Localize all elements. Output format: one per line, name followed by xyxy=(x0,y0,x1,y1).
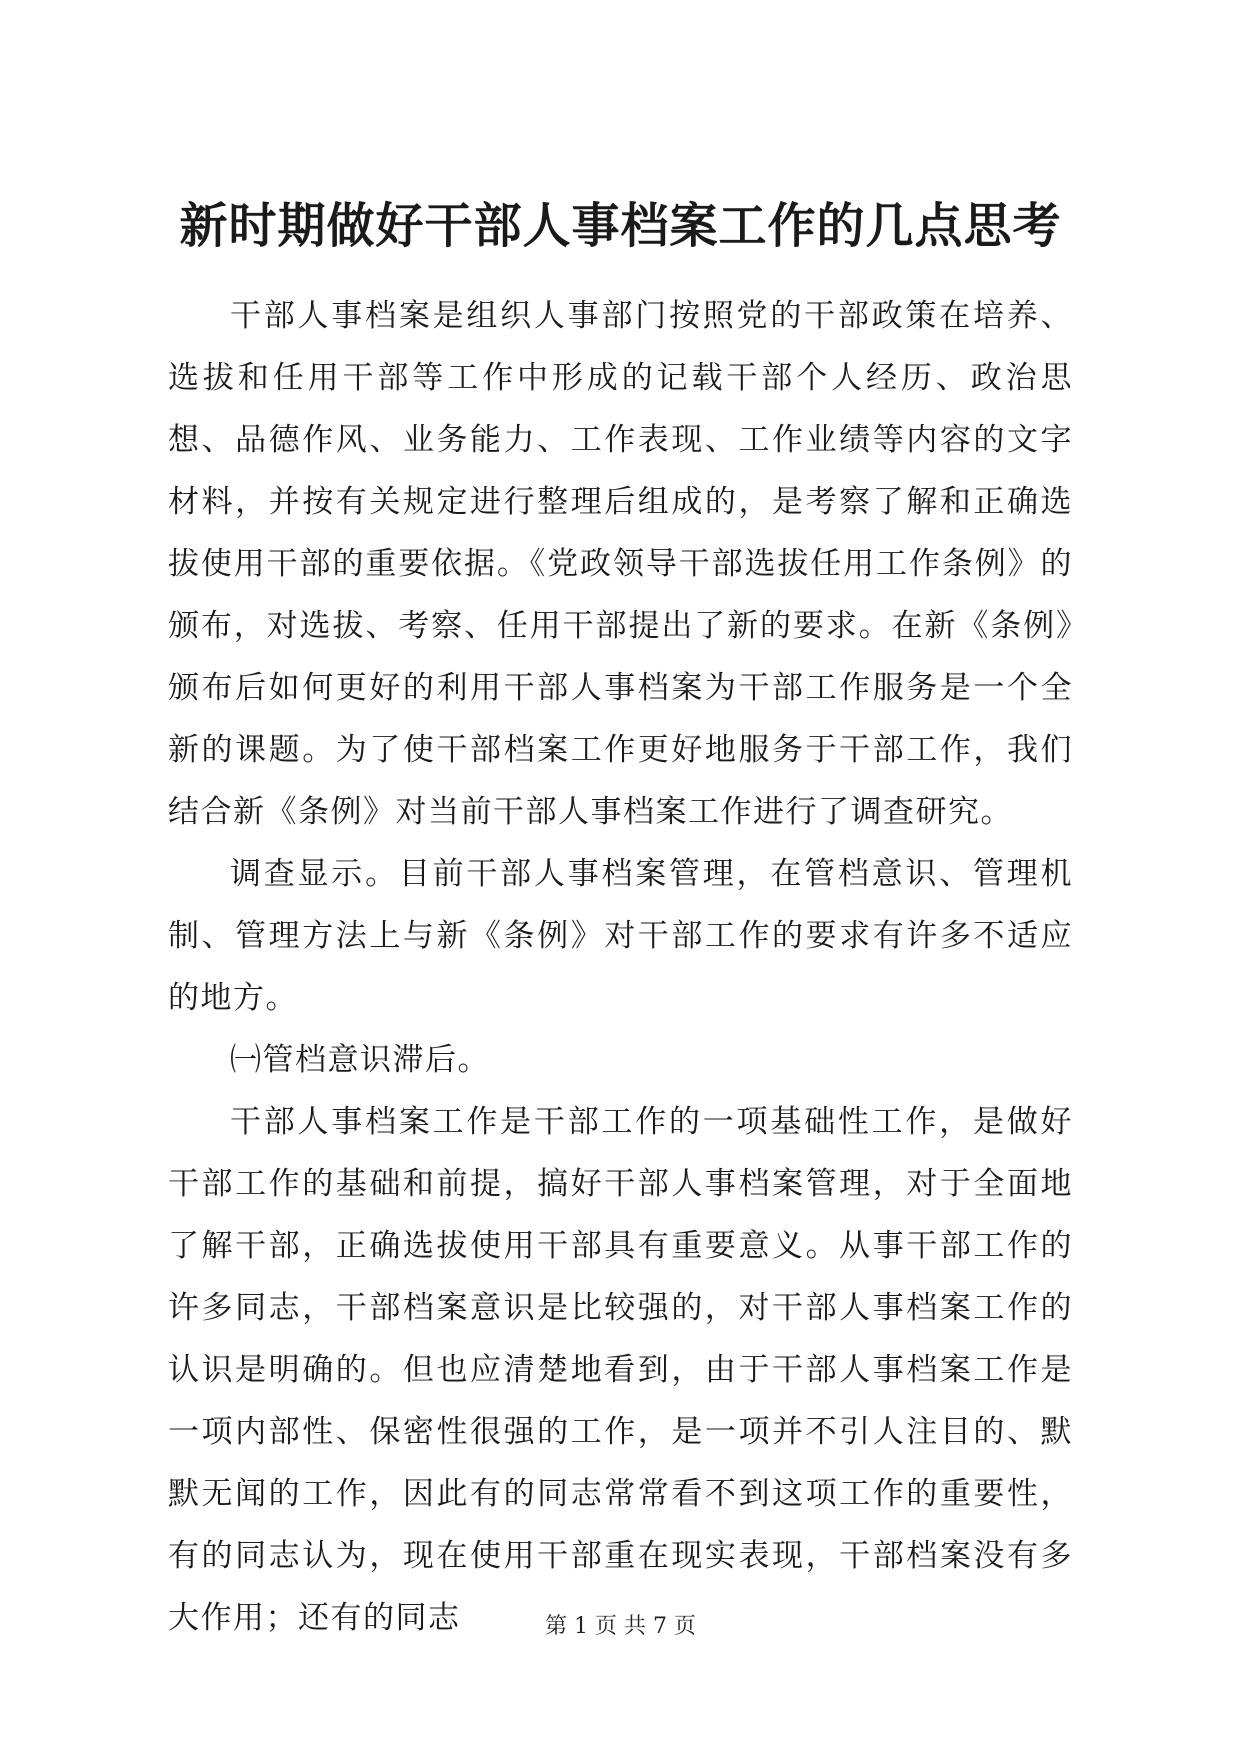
document-title: 新时期做好干部人事档案工作的几点思考 xyxy=(179,198,1062,254)
paragraph-intro: 干部人事档案是组织人事部门按照党的干部政策在培养、选拔和任用干部等工作中形成的记载干部个人经历、政治思想、品德作风、业务能力、工作表现、工作业绩等内容的文字材料，并按有关规定进行整理后组成的，是考察了解和正确选拔使用干部的重要依据。《党政领导干部选拔任用工作条例》的颁布，对选拔、考察、任用干部提出了新的要求。在新《条例》颁布后如何更好的利用干部人事档案为干部工作服务是一个全新的课题。为了使干部档案工作更好地服务于干部工作，我们结合新《条例》对当前干部人事档案工作进行了调查研究。 xyxy=(168,298,1073,830)
paragraph-awareness: 干部人事档案工作是干部工作的一项基础性工作，是做好干部工作的基础和前提，搞好干部人事档案管理，对于全面地了解干部，正确选拔使用干部具有重要意义。从事干部工作的许多同志，干部档案意识是比较强的，对干部人事档案工作的认识是明确的。但也应清楚地看到，由于干部人事档案工作是一项内部性、保密性很强的工作，是一项并不引人注目的、默默无闻的工作，因此有的同志常常看不到这项工作的重要性，有的同志认为，现在使用干部重在现实表现，干部档案没有多大作用；还有的同志 xyxy=(168,1104,1073,1636)
paragraph-survey: 调查显示。目前干部人事档案管理，在管档意识、管理机制、管理方法上与新《条例》对干部工作的要求有许多不适应的地方。 xyxy=(168,856,1073,1016)
section-heading-1: ㈠管档意识滞后。 xyxy=(230,1042,490,1078)
page-footer xyxy=(0,1612,1241,1642)
document-body xyxy=(168,285,1073,1649)
page-number-label: 第 1 页 共 7 页 xyxy=(545,1614,696,1639)
